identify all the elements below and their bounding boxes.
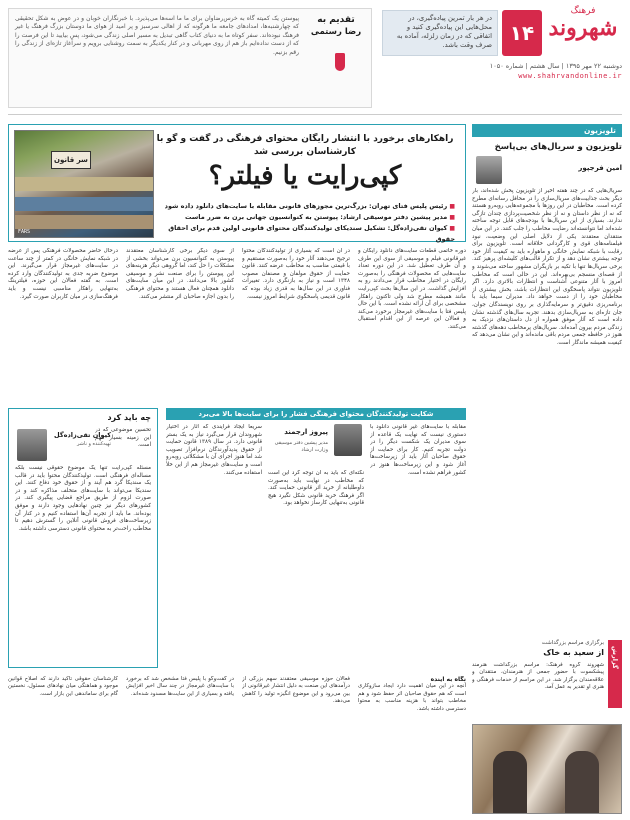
editorial-box <box>8 8 372 108</box>
author-name: پیروز ارجمند <box>284 428 328 436</box>
photo-sign: سر قانون <box>51 151 91 169</box>
editorial-title: تقدیم به <box>317 15 355 25</box>
column-body: سریال‌هایی که در چند هفته اخیر از تلویزیون پخش شده‌اند، بار دیگر بحث جذابیت‌های سریال‌سازی را در محافل رسانه‌ای مطرح کرده است. مخاطبان در این روزها با مجموعه‌هایی روبه‌رو هستند که نه از نظر داستان و نه از نظر شخصیت‌پردازی چندان تازگی ندارند. بسیاری از این سریال‌ها با بودجه‌های قابل توجه ساخته شده‌اند اما نتوانسته‌اند رضایت مخاطب را جلب کنند. در این میان منتقدان معتقدند یکی از دلایل اصلی این وضعیت، نبود فیلمنامه‌های قوی و کارگردانی خلاقانه است. تلویزیون برای رقابت با شبکه نمایش خانگی و ماهواره باید به کیفیت آثار خود توجه بیشتری نشان دهد و از تکرار قالب‌های کلیشه‌ای پرهیز کند. برخی سریال‌ها تنها با تکیه بر بازیگران مشهور ساخته می‌شوند و از قصه‌ای منسجم بی‌بهره‌اند. این در حالی است که مخاطب امروز با آثار متنوعی آشناست و انتظارات بالاتری دارد. اگر تلویزیون نتواند پاسخگوی این انتظارات باشد، بخش بیشتری از مخاطبان خود را از دست خواهد داد. مدیران سیما باید با برنامه‌ریزی دقیق‌تر و سرمایه‌گذاری بر روی نویسندگان جوان، جان تازه‌ای به سریال‌سازی بدهند. تجربه سال‌های گذشته نشان داده است که آثار موفق همواره از دل داستان‌های نزدیک به زندگی مردم بیرون آمده‌اند. سریال‌های پرمخاطب دهه‌های گذشته هنوز در حافظه جمعی مردم باقی مانده‌اند و این نشان می‌دهد که کیفیت همیشه ماندگار است. <box>472 188 622 346</box>
photo-shelf <box>15 197 153 211</box>
author-avatar <box>334 424 362 456</box>
article-kicker: راهکارهای برخورد با انتشار رایگان محتوای فرهنگی در گفت و گو با کارشناسان بررسی شد <box>156 134 454 157</box>
page-number: ۱۴ <box>502 10 542 56</box>
strip-column <box>358 676 466 814</box>
side-note-body: شهروند گروه فرهنگ: مراسم بزرگداشت هنرمند پیشکسوت با حضور جمعی از هنرمندان، منتقدان و علاقه‌مندان برگزار شد. در این مراسم از خدمات فرهنگی و هنری او تقدیر به عمل آمد. <box>472 662 604 691</box>
promo-box: در هر بار تمرین پیاده‌گیری، در محل‌هایی این پیاده‌گیری کنید و اتفاقی که در زمان زلزله، آماده به صرف وقت باشد. <box>382 10 498 56</box>
author-name: کیوان تقی‌زاده‌گل <box>54 431 111 439</box>
opinion-title: چه باید کرد <box>107 413 151 422</box>
strip-column: در گفت‌وگو با پلیس فتا مشخص شد که برخورد با سایت‌های غیرمجاز در چند سال اخیر افزایش یافته و بسیاری از این سایت‌ها مسدود شده‌اند. <box>126 676 234 697</box>
editorial-author: رضا رستمی <box>310 27 362 37</box>
side-note-tag-label: گزارش <box>611 646 619 669</box>
side-note-title[interactable]: از سعید به خاک <box>543 648 604 657</box>
editorial-text: پیوستن یک کمیته گاه به خرس‌رضاوان برای ما ما اسه‌ها می‌پذیرد. با خبرنگاران خوبان و در عوض به شکل تحقیقی که چهارشنبه‌ها، امدادهای جامعه ما هرگونه که از اهالی سرسبز و پر امید از هوای ما دوستان بزرگ فرهنگ یا غیر فرهنگ نبوده‌اند. سفر کوتاه ما به دنیای کتاب گاهی تبدیل به مسیر اصلی زندگی می‌شود، پس بیایید تا این فرصت را که از دست نداده‌ایم باز هم از روی مهربانی و در کنار یکدیگر به سمت روشنایی برویم و سرآغاز تازه‌ای از زندگی را رقم بزنیم. <box>15 15 299 56</box>
right-column <box>472 124 622 814</box>
strip-heading: نگاه به آینده <box>430 676 466 683</box>
article-column: درحال حاضر محصولات فرهنگی پس از عرضه در شبکه نمایش خانگی در کمتر از چند ساعت در سایت‌های غیرمجاز قرار می‌گیرند. این موضوع ضربه جدی به تولیدکنندگان وارد کرده است. به گفته فعالان این حوزه، فیلترینگ به‌تنهایی راهکار مناسبی نیست و باید فرهنگ‌سازی در میان کاربران صورت گیرد. <box>8 248 118 300</box>
side-note-kicker: برگزاری مراسم بزرگداشت <box>541 640 604 646</box>
bullet-item: ■ رئیس پلیس فتای تهران: بزرگ‌ترین مجوزهای قانونی مقابله با سایت‌های دانلود داده شود <box>155 201 455 212</box>
side-note <box>472 640 622 814</box>
sub-article-byline <box>270 424 362 466</box>
strip-text: آنچه در این میان اهمیت دارد ایجاد سازوکاری است که هم حقوق صاحبان اثر حفظ شود و هم مخاطب بتواند با هزینه مناسب به محتوا دسترسی داشته باشد. <box>358 683 466 712</box>
strip-column: فعالان حوزه موسیقی معتقدند سهم بزرگی از درآمدهای این صنعت به دلیل انتشار غیرقانونی از بین می‌رود و این موضوع انگیزه تولید را کاهش می‌دهد. <box>242 676 350 705</box>
author-name: امین فرجپور <box>578 164 622 172</box>
article-column: در آن است که بسیاری از تولیدکنندگان محتوا ترجیح می‌دهند آثار خود را به‌صورت مستقیم و با قیمتی مناسب به مخاطب عرضه کنند. قانون حمایت از حقوق مولفان و مصنفان مصوب ۱۳۴۸ است و نیاز به بازنگری دارد. تغییرات فناوری در این سال‌ها به قدری زیاد بوده که قانون قدیمی پاسخگوی شرایط امروز نیست. <box>242 248 350 300</box>
masthead <box>0 0 630 118</box>
editorial-heading <box>307 15 365 37</box>
opinion-intro: تحسین موضوعی که در این زمینه بسیار مهم است. <box>95 427 151 449</box>
sub-article <box>166 424 466 668</box>
side-note-tag <box>608 640 622 708</box>
article-column: از سوی دیگر برخی کارشناسان معتقدند پیوستن به کنوانسیون برن می‌تواند بخشی از مشکلات را حل کند، اما گروهی دیگر هزینه‌های این پیوستن را برای صنعت نشر و موسیقی کشور بالا می‌دانند. در این میان سایت‌های دانلود همچنان فعال هستند و محتوای فرهنگی را بدون اجازه صاحبان اثر منتشر می‌کنند. <box>126 248 234 300</box>
feature-box <box>8 124 466 242</box>
photo-person <box>493 751 527 813</box>
photo-credit: FARS <box>18 229 31 235</box>
bottom-strip <box>8 676 466 814</box>
opinion-box <box>8 408 158 668</box>
section-tag[interactable]: تلویزیون <box>472 124 622 137</box>
strip-column: کارشناسان حقوقی تاکید دارند که اصلاح قوانین موجود و هماهنگی میان نهادهای مسئول، نخستین گام برای ساماندهی این بازار است. <box>8 676 118 697</box>
bullet-item: ■ کیوان تقی‌زاده‌گل: تشکیل سندیکای تولیدکنندگان محتوای قانونی اولین قدم برای احقاق حقوق <box>155 223 455 244</box>
sub-article-banner: شکایت تولیدکنندگان محتوای فرهنگی فشار را برای سایت‌ها بالا می‌برد <box>166 408 466 420</box>
header-divider <box>8 114 622 115</box>
column-headline[interactable]: تلویزیون و سریال‌های بی‌پاسخ <box>494 142 622 152</box>
bullet-item: ■ مدیر پیشین دفتر موسیقی ارشاد: پیوستن به کنوانسیون جهانی برن به ضرر ماست <box>155 212 455 223</box>
sub-article-column: مقابله با سایت‌های غیر قانونی دانلود با دستوری نیست که نهایت یک قاعده از سوی مدیران یک شکست دیگر را در دولت تجربه کنیم. کار برای حمایت از حقوق صاحبان آثار باید از زیرساخت‌ها آغاز شود و این زیرساخت‌ها هنوز در کشور فراهم نشده است. <box>370 424 466 476</box>
issue-date: دوشنبه ۲۲ مهر ۱۳۹۵ | سال هشتم | شماره ۱۰۵۰ <box>489 62 622 70</box>
article-headline[interactable]: کپی‌رایت یا فیلتر؟ <box>208 161 402 191</box>
photo-shelf <box>15 215 153 229</box>
website-url[interactable]: www.shahrvandonline.ir <box>518 72 622 80</box>
author-avatar <box>17 429 47 461</box>
editorial-marker-icon <box>335 53 345 71</box>
author-role: مدیر پیشین دفتر موسیقی وزارت ارشاد <box>274 440 328 453</box>
opinion-body: مسئله کپی‌رایت تنها یک موضوع حقوقی نیست بلکه مساله‌ای فرهنگی است. تولیدکنندگان محتوا باید در قالب یک سندیکا گرد هم آیند و از حقوق خود دفاع کنند. این سندیکا می‌تواند با سایت‌های متخلف مذاکره کند و در صورت لزوم از طریق مراجع قضایی پیگیری کند. در کشورهای دیگر نیز چنین نهادهایی وجود دارند و موفق بوده‌اند. ما باید از تجربه آن‌ها استفاده کنیم و در کنار آن زیرساخت‌های فروش قانونی آنلاین را گسترش دهیم تا مخاطب راحت‌تر به محتوای قانونی دسترسی داشته باشد. <box>15 465 151 532</box>
article-column: دوره خاتمی قطعات سایت‌های دانلود رایگان و غیرقانونی فیلم و موسیقی از سوی این طرف و آن طرف تعطیل شد. در این دوره تعداد سایت‌هایی که محصولات فرهنگی را به‌صورت رایگان در اختیار مخاطب قرار می‌دادند رو به افزایش گذاشت. در این سال‌ها بحث کپی‌رایت مانند همیشه مطرح شد ولی تاکنون راهکار مشخصی برای آن ارائه نشده است. با این حال پلیس فتا با سایت‌های غیرمجاز برخورد می‌کند و فعالان این عرصه از این اقدام استقبال می‌کنند. <box>358 248 466 330</box>
sub-article-column: نکته‌ای که باید به آن توجه کرد این است که مخاطب در نهایت باید به‌صورت داوطلبانه از خرید اثر قانونی حمایت کند. اگر فرهنگ خرید قانونی شکل نگیرد هیچ قانونی به‌تنهایی کارساز نخواهد بود. <box>268 470 364 507</box>
sub-article-column: سریعا ایجاد فرآیندی که آثار در اختیار شهروندان قرار می‌گیرد نیاز به یک بستر قانونی دارد. در سال ۱۳۸۹ قانون حمایت از حقوق پدیدآورندگان نرم‌افزار تصویب شد اما هنوز اجرای آن با مشکلاتی روبه‌رو است و سایت‌های غیرمجاز هم از این خلأ استفاده می‌کنند. <box>166 424 262 476</box>
side-note-photo[interactable] <box>472 724 622 814</box>
main-article-area <box>8 124 466 814</box>
headline-bullets <box>155 201 455 244</box>
author-role: تهیه‌کننده و ناشر <box>77 441 111 447</box>
feature-photo[interactable] <box>14 130 154 238</box>
article-body <box>8 248 466 404</box>
photo-person <box>565 751 599 813</box>
logo-section-label: فرهنگ <box>570 6 596 16</box>
photo-shelf <box>15 177 153 191</box>
author-avatar <box>476 156 502 184</box>
logo-wordmark: شهروند <box>548 15 618 41</box>
